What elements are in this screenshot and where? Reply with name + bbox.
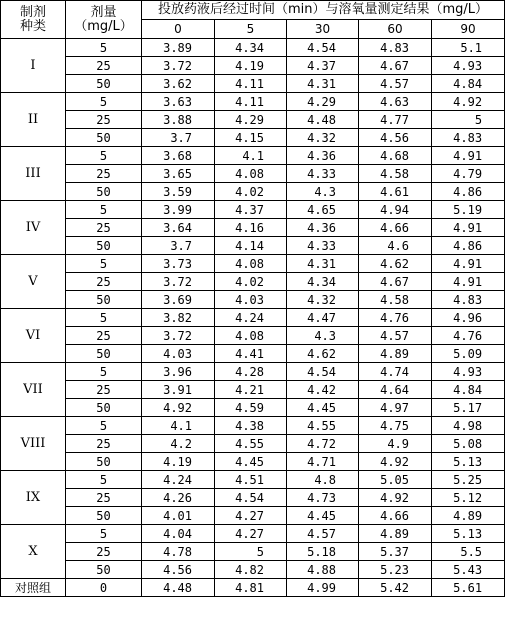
value-cell: 4.93 bbox=[432, 363, 505, 381]
value-cell: 4.93 bbox=[432, 57, 505, 75]
value-cell: 3.72 bbox=[142, 57, 215, 75]
dose-cell: 50 bbox=[66, 507, 142, 525]
value-cell: 4.45 bbox=[287, 399, 359, 417]
dose-cell: 5 bbox=[66, 417, 142, 435]
value-cell: 4.96 bbox=[432, 309, 505, 327]
dose-cell: 5 bbox=[66, 255, 142, 273]
table-row bbox=[1, 435, 505, 453]
value-cell: 5.43 bbox=[432, 561, 505, 579]
dose-cell: 5 bbox=[66, 363, 142, 381]
control-row bbox=[1, 579, 505, 597]
value-cell: 3.82 bbox=[142, 309, 215, 327]
agent-type-cell: VII bbox=[1, 363, 66, 417]
value-cell: 4.55 bbox=[287, 417, 359, 435]
value-cell: 4.77 bbox=[359, 111, 432, 129]
value-cell: 5.12 bbox=[432, 489, 505, 507]
value-cell: 4.51 bbox=[215, 471, 287, 489]
value-cell: 4.08 bbox=[215, 255, 287, 273]
dose-cell: 5 bbox=[66, 309, 142, 327]
table-row bbox=[1, 471, 505, 489]
table-row bbox=[1, 543, 505, 561]
control-group-label: 对照组 bbox=[1, 579, 66, 597]
agent-type-header bbox=[1, 1, 66, 39]
value-cell: 4.01 bbox=[142, 507, 215, 525]
agent-type-header-line2: 种类 bbox=[19, 18, 46, 34]
table-row bbox=[1, 93, 505, 111]
value-cell: 5.17 bbox=[432, 399, 505, 417]
value-cell: 5.13 bbox=[432, 453, 505, 471]
value-cell: 4.61 bbox=[359, 183, 432, 201]
table-row bbox=[1, 489, 505, 507]
value-cell: 3.64 bbox=[142, 219, 215, 237]
value-cell: 4.57 bbox=[359, 75, 432, 93]
agent-type-cell: VIII bbox=[1, 417, 66, 471]
value-cell: 3.65 bbox=[142, 165, 215, 183]
value-cell: 4.48 bbox=[287, 111, 359, 129]
value-cell: 5.05 bbox=[359, 471, 432, 489]
table-row bbox=[1, 75, 505, 93]
dose-cell: 25 bbox=[66, 57, 142, 75]
table-row bbox=[1, 381, 505, 399]
value-cell: 3.72 bbox=[142, 273, 215, 291]
value-cell: 4.41 bbox=[215, 345, 287, 363]
value-cell: 4.1 bbox=[142, 417, 215, 435]
value-cell: 5.5 bbox=[432, 543, 505, 561]
value-cell: 4.92 bbox=[359, 453, 432, 471]
table-body bbox=[1, 39, 505, 597]
value-cell: 3.69 bbox=[142, 291, 215, 309]
value-cell: 4.9 bbox=[359, 435, 432, 453]
table-row bbox=[1, 237, 505, 255]
value-cell: 3.99 bbox=[142, 201, 215, 219]
value-cell: 4.89 bbox=[359, 525, 432, 543]
table-row bbox=[1, 345, 505, 363]
value-cell: 4.83 bbox=[432, 129, 505, 147]
value-cell: 4.91 bbox=[432, 255, 505, 273]
table-row bbox=[1, 201, 505, 219]
dose-cell: 25 bbox=[66, 543, 142, 561]
value-cell: 4.31 bbox=[287, 255, 359, 273]
dose-cell: 50 bbox=[66, 237, 142, 255]
value-cell: 4.98 bbox=[432, 417, 505, 435]
value-cell: 4.33 bbox=[287, 237, 359, 255]
value-cell: 4.81 bbox=[215, 579, 287, 597]
value-cell: 4.28 bbox=[215, 363, 287, 381]
value-cell: 4.84 bbox=[432, 381, 505, 399]
value-cell: 5.19 bbox=[432, 201, 505, 219]
value-cell: 5.23 bbox=[359, 561, 432, 579]
dose-cell: 25 bbox=[66, 165, 142, 183]
value-cell: 5.61 bbox=[432, 579, 505, 597]
value-cell: 4.99 bbox=[287, 579, 359, 597]
dose-cell: 5 bbox=[66, 471, 142, 489]
dose-cell: 25 bbox=[66, 381, 142, 399]
value-cell: 4.83 bbox=[359, 39, 432, 57]
value-cell: 4.34 bbox=[215, 39, 287, 57]
value-cell: 4.86 bbox=[432, 237, 505, 255]
dose-cell: 50 bbox=[66, 183, 142, 201]
value-cell: 4.11 bbox=[215, 75, 287, 93]
value-cell: 4.02 bbox=[215, 273, 287, 291]
dose-cell: 5 bbox=[66, 147, 142, 165]
value-cell: 5.37 bbox=[359, 543, 432, 561]
dose-cell: 25 bbox=[66, 489, 142, 507]
agent-type-cell: X bbox=[1, 525, 66, 579]
value-cell: 4.91 bbox=[432, 219, 505, 237]
table-row bbox=[1, 291, 505, 309]
value-cell: 4.34 bbox=[287, 273, 359, 291]
value-cell: 4.15 bbox=[215, 129, 287, 147]
value-cell: 4.36 bbox=[287, 147, 359, 165]
value-cell: 4.59 bbox=[215, 399, 287, 417]
table-row bbox=[1, 327, 505, 345]
value-cell: 4.58 bbox=[359, 291, 432, 309]
dose-cell: 5 bbox=[66, 201, 142, 219]
value-cell: 4.24 bbox=[142, 471, 215, 489]
value-cell: 3.68 bbox=[142, 147, 215, 165]
value-cell: 4.26 bbox=[142, 489, 215, 507]
time-header: 5 bbox=[215, 20, 287, 39]
table-row bbox=[1, 147, 505, 165]
value-cell: 4.92 bbox=[432, 93, 505, 111]
value-cell: 4.21 bbox=[215, 381, 287, 399]
time-header: 60 bbox=[359, 20, 432, 39]
dose-cell: 5 bbox=[66, 39, 142, 57]
table-row bbox=[1, 417, 505, 435]
value-cell: 4.54 bbox=[287, 39, 359, 57]
value-cell: 4.91 bbox=[432, 273, 505, 291]
value-cell: 3.62 bbox=[142, 75, 215, 93]
value-cell: 4.57 bbox=[287, 525, 359, 543]
value-cell: 5.25 bbox=[432, 471, 505, 489]
value-cell: 5 bbox=[432, 111, 505, 129]
value-cell: 4.57 bbox=[359, 327, 432, 345]
value-cell: 4.47 bbox=[287, 309, 359, 327]
value-cell: 4.29 bbox=[215, 111, 287, 129]
value-cell: 4.37 bbox=[287, 57, 359, 75]
value-cell: 3.73 bbox=[142, 255, 215, 273]
dose-cell: 50 bbox=[66, 399, 142, 417]
value-cell: 4.37 bbox=[215, 201, 287, 219]
value-cell: 4.91 bbox=[432, 147, 505, 165]
value-cell: 4.19 bbox=[215, 57, 287, 75]
value-cell: 5.09 bbox=[432, 345, 505, 363]
value-cell: 3.72 bbox=[142, 327, 215, 345]
value-cell: 4.32 bbox=[287, 291, 359, 309]
value-cell: 4.66 bbox=[359, 219, 432, 237]
value-cell: 4.29 bbox=[287, 93, 359, 111]
value-cell: 4.84 bbox=[432, 75, 505, 93]
value-cell: 4.56 bbox=[359, 129, 432, 147]
value-cell: 4.67 bbox=[359, 57, 432, 75]
value-cell: 4.03 bbox=[215, 291, 287, 309]
value-cell: 4.71 bbox=[287, 453, 359, 471]
table-row bbox=[1, 111, 505, 129]
value-cell: 4.72 bbox=[287, 435, 359, 453]
value-cell: 4.27 bbox=[215, 525, 287, 543]
value-cell: 5 bbox=[215, 543, 287, 561]
value-cell: 4.82 bbox=[215, 561, 287, 579]
value-cell: 4.36 bbox=[287, 219, 359, 237]
value-cell: 3.7 bbox=[142, 237, 215, 255]
value-cell: 4.16 bbox=[215, 219, 287, 237]
value-cell: 4.11 bbox=[215, 93, 287, 111]
value-cell: 4.63 bbox=[359, 93, 432, 111]
value-cell: 4.24 bbox=[215, 309, 287, 327]
table-row bbox=[1, 507, 505, 525]
value-cell: 4.92 bbox=[359, 489, 432, 507]
agent-type-cell: III bbox=[1, 147, 66, 201]
value-cell: 4.42 bbox=[287, 381, 359, 399]
value-cell: 4.79 bbox=[432, 165, 505, 183]
table-row bbox=[1, 453, 505, 471]
dose-cell: 50 bbox=[66, 75, 142, 93]
value-cell: 4.45 bbox=[287, 507, 359, 525]
value-cell: 4.89 bbox=[359, 345, 432, 363]
value-cell: 3.96 bbox=[142, 363, 215, 381]
dose-cell: 25 bbox=[66, 273, 142, 291]
value-cell: 4.1 bbox=[215, 147, 287, 165]
value-cell: 3.91 bbox=[142, 381, 215, 399]
dose-header-line1: 剂量 bbox=[90, 4, 117, 20]
value-cell: 4.76 bbox=[432, 327, 505, 345]
dose-header bbox=[66, 1, 142, 39]
dose-header-line2: （mg/L） bbox=[74, 18, 133, 34]
value-cell: 4.03 bbox=[142, 345, 215, 363]
dose-cell: 50 bbox=[66, 129, 142, 147]
value-cell: 4.14 bbox=[215, 237, 287, 255]
dose-cell: 25 bbox=[66, 111, 142, 129]
value-cell: 4.74 bbox=[359, 363, 432, 381]
value-cell: 4.56 bbox=[142, 561, 215, 579]
agent-type-cell: VI bbox=[1, 309, 66, 363]
value-cell: 4.54 bbox=[287, 363, 359, 381]
value-cell: 5.42 bbox=[359, 579, 432, 597]
value-cell: 4.8 bbox=[287, 471, 359, 489]
time-header: 90 bbox=[432, 20, 505, 39]
dose-cell: 50 bbox=[66, 561, 142, 579]
value-cell: 4.65 bbox=[287, 201, 359, 219]
value-cell: 4.62 bbox=[359, 255, 432, 273]
value-cell: 3.7 bbox=[142, 129, 215, 147]
value-cell: 4.83 bbox=[432, 291, 505, 309]
agent-type-cell: V bbox=[1, 255, 66, 309]
value-cell: 4.76 bbox=[359, 309, 432, 327]
dose-cell: 25 bbox=[66, 435, 142, 453]
table-row bbox=[1, 39, 505, 57]
value-cell: 3.59 bbox=[142, 183, 215, 201]
table-row bbox=[1, 219, 505, 237]
value-cell: 4.89 bbox=[432, 507, 505, 525]
value-cell: 5.1 bbox=[432, 39, 505, 57]
value-cell: 4.75 bbox=[359, 417, 432, 435]
value-cell: 4.66 bbox=[359, 507, 432, 525]
header-row-1 bbox=[1, 1, 505, 20]
value-cell: 4.38 bbox=[215, 417, 287, 435]
value-cell: 4.2 bbox=[142, 435, 215, 453]
value-cell: 5.18 bbox=[287, 543, 359, 561]
time-header: 0 bbox=[142, 20, 215, 39]
table-row bbox=[1, 363, 505, 381]
value-cell: 4.58 bbox=[359, 165, 432, 183]
value-cell: 4.19 bbox=[142, 453, 215, 471]
value-cell: 5.08 bbox=[432, 435, 505, 453]
dose-cell: 5 bbox=[66, 525, 142, 543]
agent-type-header-line1: 制剂 bbox=[19, 4, 46, 20]
value-cell: 4.92 bbox=[142, 399, 215, 417]
value-cell: 4.6 bbox=[359, 237, 432, 255]
value-cell: 4.48 bbox=[142, 579, 215, 597]
agent-type-cell: II bbox=[1, 93, 66, 147]
value-cell: 4.04 bbox=[142, 525, 215, 543]
value-cell: 4.08 bbox=[215, 165, 287, 183]
value-cell: 4.88 bbox=[287, 561, 359, 579]
value-cell: 4.62 bbox=[287, 345, 359, 363]
dose-cell: 50 bbox=[66, 453, 142, 471]
value-cell: 4.3 bbox=[287, 183, 359, 201]
table-row bbox=[1, 273, 505, 291]
value-cell: 4.54 bbox=[215, 489, 287, 507]
value-cell: 4.31 bbox=[287, 75, 359, 93]
value-cell: 3.88 bbox=[142, 111, 215, 129]
agent-type-cell: IV bbox=[1, 201, 66, 255]
agent-type-cell: IX bbox=[1, 471, 66, 525]
dose-cell: 25 bbox=[66, 219, 142, 237]
dose-cell: 25 bbox=[66, 327, 142, 345]
measurement-title-header: 投放药液后经过时间（min）与溶氧量测定结果（mg/L） bbox=[142, 1, 505, 20]
dose-cell: 5 bbox=[66, 93, 142, 111]
value-cell: 4.73 bbox=[287, 489, 359, 507]
table-row bbox=[1, 255, 505, 273]
value-cell: 4.32 bbox=[287, 129, 359, 147]
value-cell: 4.68 bbox=[359, 147, 432, 165]
value-cell: 4.86 bbox=[432, 183, 505, 201]
dose-cell: 50 bbox=[66, 291, 142, 309]
value-cell: 5.13 bbox=[432, 525, 505, 543]
value-cell: 4.3 bbox=[287, 327, 359, 345]
value-cell: 4.78 bbox=[142, 543, 215, 561]
table-row bbox=[1, 57, 505, 75]
dose-cell: 50 bbox=[66, 345, 142, 363]
value-cell: 3.89 bbox=[142, 39, 215, 57]
value-cell: 4.33 bbox=[287, 165, 359, 183]
value-cell: 4.02 bbox=[215, 183, 287, 201]
table-row bbox=[1, 165, 505, 183]
value-cell: 3.63 bbox=[142, 93, 215, 111]
table-row bbox=[1, 183, 505, 201]
table-row bbox=[1, 309, 505, 327]
value-cell: 4.97 bbox=[359, 399, 432, 417]
table-row bbox=[1, 399, 505, 417]
time-header: 30 bbox=[287, 20, 359, 39]
value-cell: 4.94 bbox=[359, 201, 432, 219]
value-cell: 4.67 bbox=[359, 273, 432, 291]
table-row bbox=[1, 129, 505, 147]
agent-type-cell: I bbox=[1, 39, 66, 93]
value-cell: 4.27 bbox=[215, 507, 287, 525]
dose-cell: 0 bbox=[66, 579, 142, 597]
value-cell: 4.08 bbox=[215, 327, 287, 345]
table-row bbox=[1, 561, 505, 579]
value-cell: 4.45 bbox=[215, 453, 287, 471]
value-cell: 4.64 bbox=[359, 381, 432, 399]
table-row bbox=[1, 525, 505, 543]
value-cell: 4.55 bbox=[215, 435, 287, 453]
